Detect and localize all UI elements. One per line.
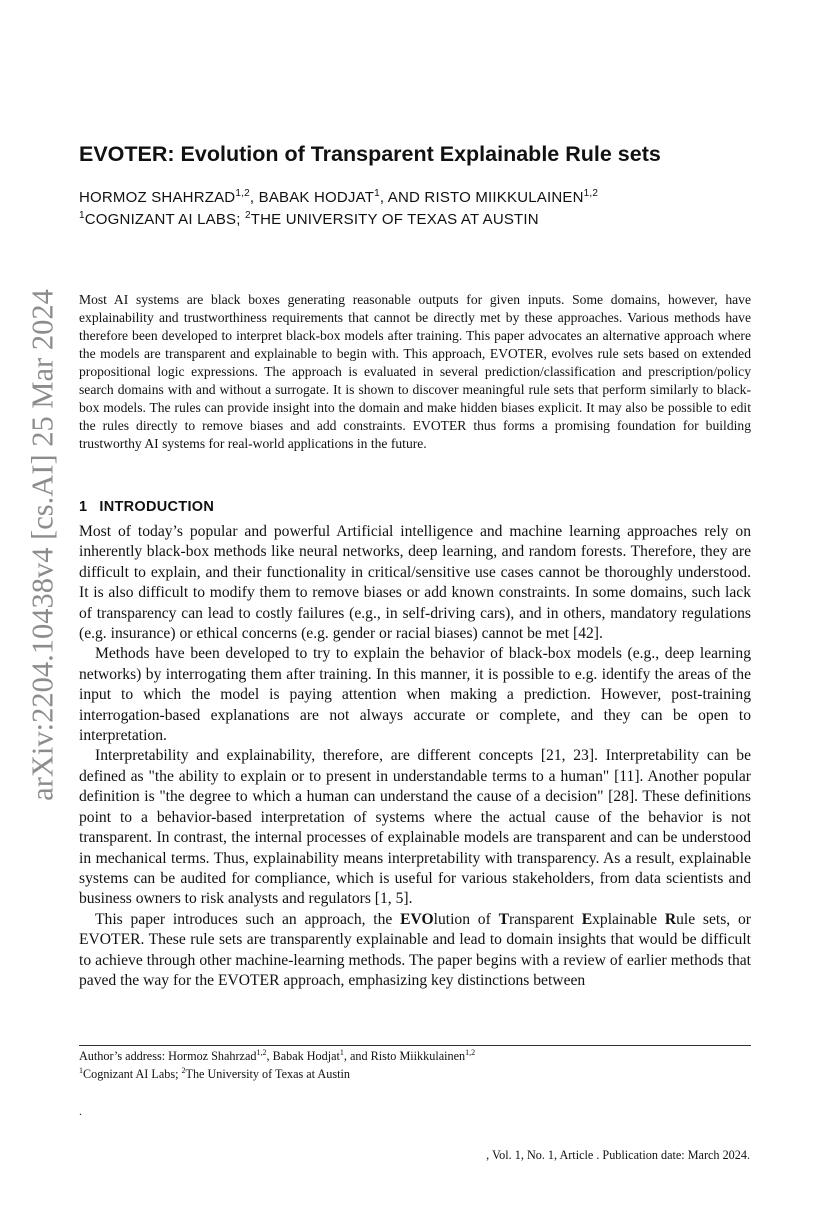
text-run: , Babak Hodjat (266, 1049, 340, 1063)
section-number: 1 (79, 499, 88, 515)
paper-title: EVOTER: Evolution of Transparent Explainable Rule sets (79, 142, 661, 166)
author-name: HORMOZ SHAHRZAD (79, 189, 236, 206)
affiliation-marker: 1,2 (583, 188, 599, 199)
footnote-divider (79, 1045, 751, 1046)
affiliation-marker: 1 (339, 1047, 344, 1057)
paragraph: Most of today’s popular and powerful Artificial intelligence and machine learning approaches rely on inherently black-box methods like neural networks, deep learning, and random forests. Therefore, they are difficult to explain, and their functionality in critical/sensitive use cases cannot be thoroughly understood. It is also difficult to modify them to remove biases or add known constraints. In some domains, such lack of transparency can lead to costly failures (e.g., in self-driving cars), and in others, mandatory regulations (e.g. insurance) or ethical concerns (e.g. gender or racial biases) cannot be met [42]. (79, 523, 751, 643)
affiliation-marker: 1 (79, 210, 85, 221)
affiliation-name: THE UNIVERSITY OF TEXAS AT AUSTIN (250, 211, 539, 228)
footnote (79, 1047, 751, 1083)
author-line: HORMOZ SHAHRZAD$^{1,2}$, BABAK HODJAT$^1$, AND RISTO MIIKKULAINEN$^{1,2}$ (79, 188, 599, 206)
author-block (79, 187, 769, 231)
text-run: The University of Texas at Austin (185, 1067, 350, 1081)
footnote-affiliations (79, 1065, 751, 1083)
text-run: ule sets, or EVOTER. These rule sets are transparently explainable and lead to domain insights that would be difficult to achieve through other machine-learning methods. The paper begins with a review of earlier methods that paved the way for the EVOTER approach, emphasizing key distinctions between (79, 910, 751, 989)
text-run: xplainable (592, 910, 665, 928)
arxiv-id-text: arXiv:2204.10438v4 [cs.AI] 25 Mar 2024 (25, 289, 60, 801)
text-run: This paper introduces such an approach, the (95, 910, 401, 928)
emphasis-run: T (498, 910, 509, 928)
abstract: Most AI systems are black boxes generating reasonable outputs for given inputs. Some domains, however, have explainability and trustworthiness requirements that cannot be directly met by these approaches. Various methods have therefore been developed to interpret black-box models after training. This paper advocates an alternative approach where the models are transparent and explainable to begin with. This approach, EVOTER, evolves rule sets based on extended propositional logic expressions. The approach is evaluated in several prediction/classification and prescription/policy search domains with and without a surrogate. It is shown to discover meaningful rule sets that perform similarly to black-box models. The rules can provide insight into the domain and make hidden biases explicit. It may also be possible to edit the rules directly to remove biases and add constraints. EVOTER thus forms a promising foundation for building trustworthy AI systems for real-world applications in the future. (79, 292, 751, 451)
affiliation-name: COGNIZANT AI LABS; (84, 211, 245, 228)
affiliation-line (79, 209, 769, 231)
author-name: AND RISTO MIIKKULAINEN (387, 189, 584, 206)
emphasis-run: R (664, 910, 677, 928)
affiliation-marker: 1,2 (465, 1047, 476, 1057)
affiliation-marker: 2 (181, 1065, 186, 1075)
paragraph (79, 910, 751, 992)
introduction-body (79, 522, 751, 991)
emphasis-run: E (581, 910, 593, 928)
affiliation-marker: 1,2 (256, 1047, 267, 1057)
text-run: lution of (433, 910, 499, 928)
text-run: Cognizant AI Labs; (83, 1067, 182, 1081)
text-run: , and Risto Miikkulainen (343, 1049, 466, 1063)
affiliation-marker: 1 (79, 1065, 83, 1075)
page-footer: , Vol. 1, No. 1, Article . Publication date: March 2024. (486, 1148, 750, 1162)
paragraph: Methods have been developed to try to explain the behavior of black-box models (e.g., deep learning networks) by interrogating them after training. In this manner, it is possible to e.g. identify the areas of the input to which the model is paying attention when making a prediction. However, post-training interrogation-based explanations are not always accurate or complete, and they can be open to interpretation. (79, 645, 751, 745)
affiliation-marker: 2 (245, 210, 251, 221)
stray-dot: . (79, 1104, 82, 1118)
author-name: BABAK HODJAT (258, 189, 375, 206)
paragraph: Interpretability and explainability, therefore, are different concepts [21, 23]. Interpretability can be defined as "the ability to explain or to present in understandable terms to a human" [11]. Another popular definition is "the degree to which a human can understand the cause of a decision" [28]. These definitions point to a behavior-based interpretation of systems where the actual cause of the behavior is not transparent. In contrast, the internal processes of explainable models are transparent and can be understood in mechanical terms. Thus, explainability means interpretability with transparency. As a result, explainable systems can be audited for compliance, which is useful for various stakeholders, from data scientists and business owners to risk analysts and regulators [1, 5]. (79, 747, 751, 908)
affiliation-marker: 1 (374, 188, 380, 199)
text-run: Author’s address: Hormoz Shahrzad (79, 1049, 257, 1063)
section-heading (79, 497, 751, 517)
section-title: INTRODUCTION (99, 499, 215, 515)
arxiv-sidebar-identifier (18, 245, 68, 845)
emphasis-run: EVO (400, 910, 434, 928)
affiliation-marker: 1,2 (235, 188, 250, 199)
footnote-address (79, 1047, 751, 1065)
text-run: ransparent (508, 910, 582, 928)
